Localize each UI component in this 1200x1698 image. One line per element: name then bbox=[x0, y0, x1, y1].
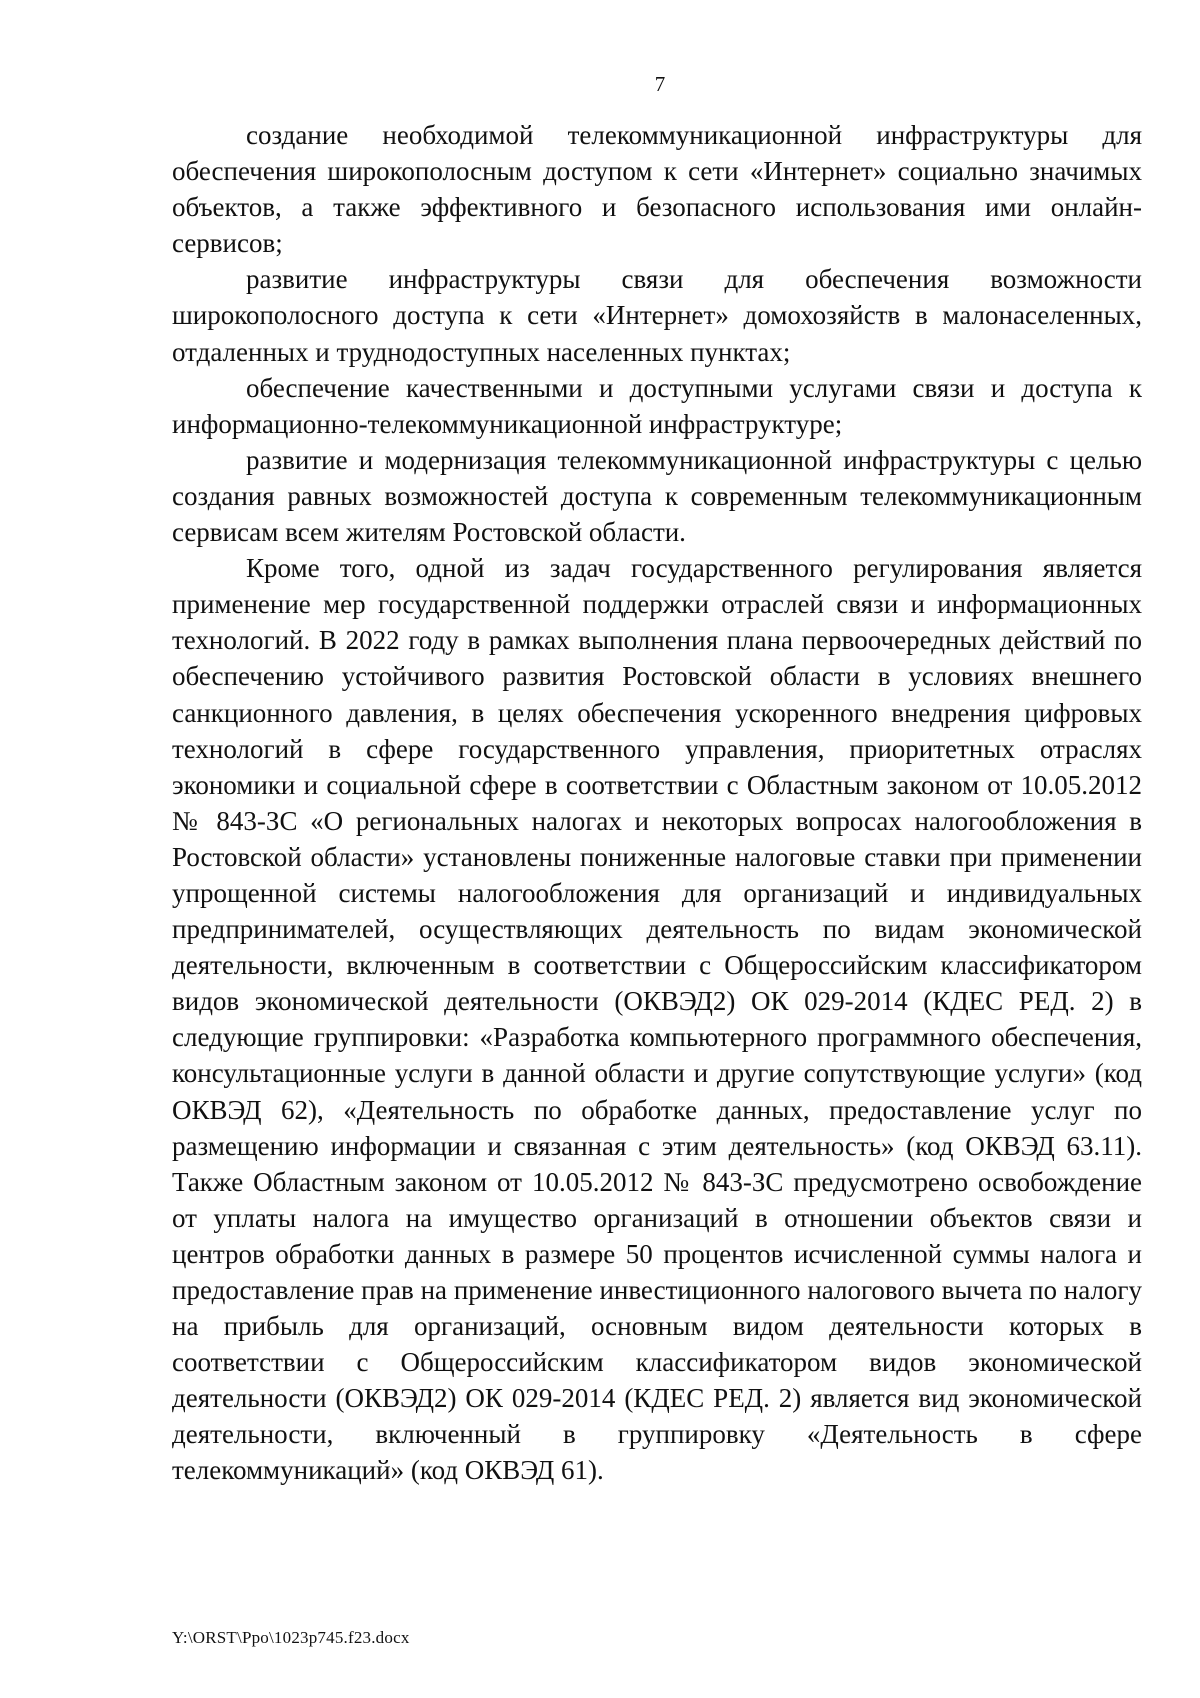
page-number: 7 bbox=[654, 72, 666, 96]
footer-file-path: Y:\ORST\Ppo\1023p745.f23.docx bbox=[172, 1628, 410, 1647]
paragraph-quality-services: обеспечение качественными и доступными услугами связи и доступа к информационно-телекоммуникационной инфраструктуре; bbox=[172, 372, 1142, 439]
document-body bbox=[172, 117, 1142, 1489]
paragraph-rural-broadband: развитие инфраструктуры связи для обеспечения возможности широкополосного доступа к сети «Интернет» домохозяйств в малонаселенных, отдаленных и труднодоступных населенных пунктах; bbox=[172, 264, 1142, 367]
paragraph-broadband-social-objects: создание необходимой телекоммуникационной инфраструктуры для обеспечения широкополосным доступом к сети «Интернет» социально значимых объектов, а также эффективного и безопасного использования ими онлайн-сервисов; bbox=[172, 120, 1142, 259]
paragraph-state-support-measures: Кроме того, одной из задач государственного регулирования является применение мер государственной поддержки отраслей связи и информационных технологий. В 2022 году в рамках выполнения плана первоочередных действий по обеспечению устойчивого развития Ростовской области в условиях внешнего санкционного давления, в целях обеспечения ускоренного внедрения цифровых технологий в сфере государственного управления, приоритетных отраслях экономики и социальной сфере в соответствии с Областным законом от 10.05.2012 № 843-ЗС «О региональных налогах и некоторых вопросах налогообложения в Ростовской области» установлены пониженные налоговые ставки при применении упрощенной системы налогообложения для организаций и индивидуальных предпринимателей, осуществляющих деятельность по видам экономической деятельности, включенным в соответствии с Общероссийским классификатором видов экономической деятельности (ОКВЭД2) ОК 029-2014 (КДЕС РЕД. 2) в следующие группировки: «Разработка компьютерного программного обеспечения, консультационные услуги в данной области и другие сопутствующие услуги» (код ОКВЭД 62), «Деятельность по обработке данных, предоставление услуг по размещению информации и связанная с этим деятельность» (код ОКВЭД 63.11). Также Областным законом от 10.05.2012 № 843-ЗС предусмотрено освобождение от уплаты налога на имущество организаций в отношении объектов связи и центров обработки данных в размере 50 процентов исчисленной суммы налога и предоставление прав на применение инвестиционного налогового вычета по налогу на прибыль для организаций, основным видом деятельности которых в соответствии с Общероссийским классификатором видов экономической деятельности (ОКВЭД2) ОК 029-2014 (КДЕС РЕД. 2) является вид экономической деятельности, включенный в группировку «Деятельность в сфере телекоммуникаций» (код ОКВЭД 61). bbox=[172, 553, 1142, 1486]
paragraph-infrastructure-modernization: развитие и модернизация телекоммуникационной инфраструктуры с целью создания равных возможностей доступа к современным телекоммуникационным сервисам всем жителям Ростовской области. bbox=[172, 444, 1142, 548]
